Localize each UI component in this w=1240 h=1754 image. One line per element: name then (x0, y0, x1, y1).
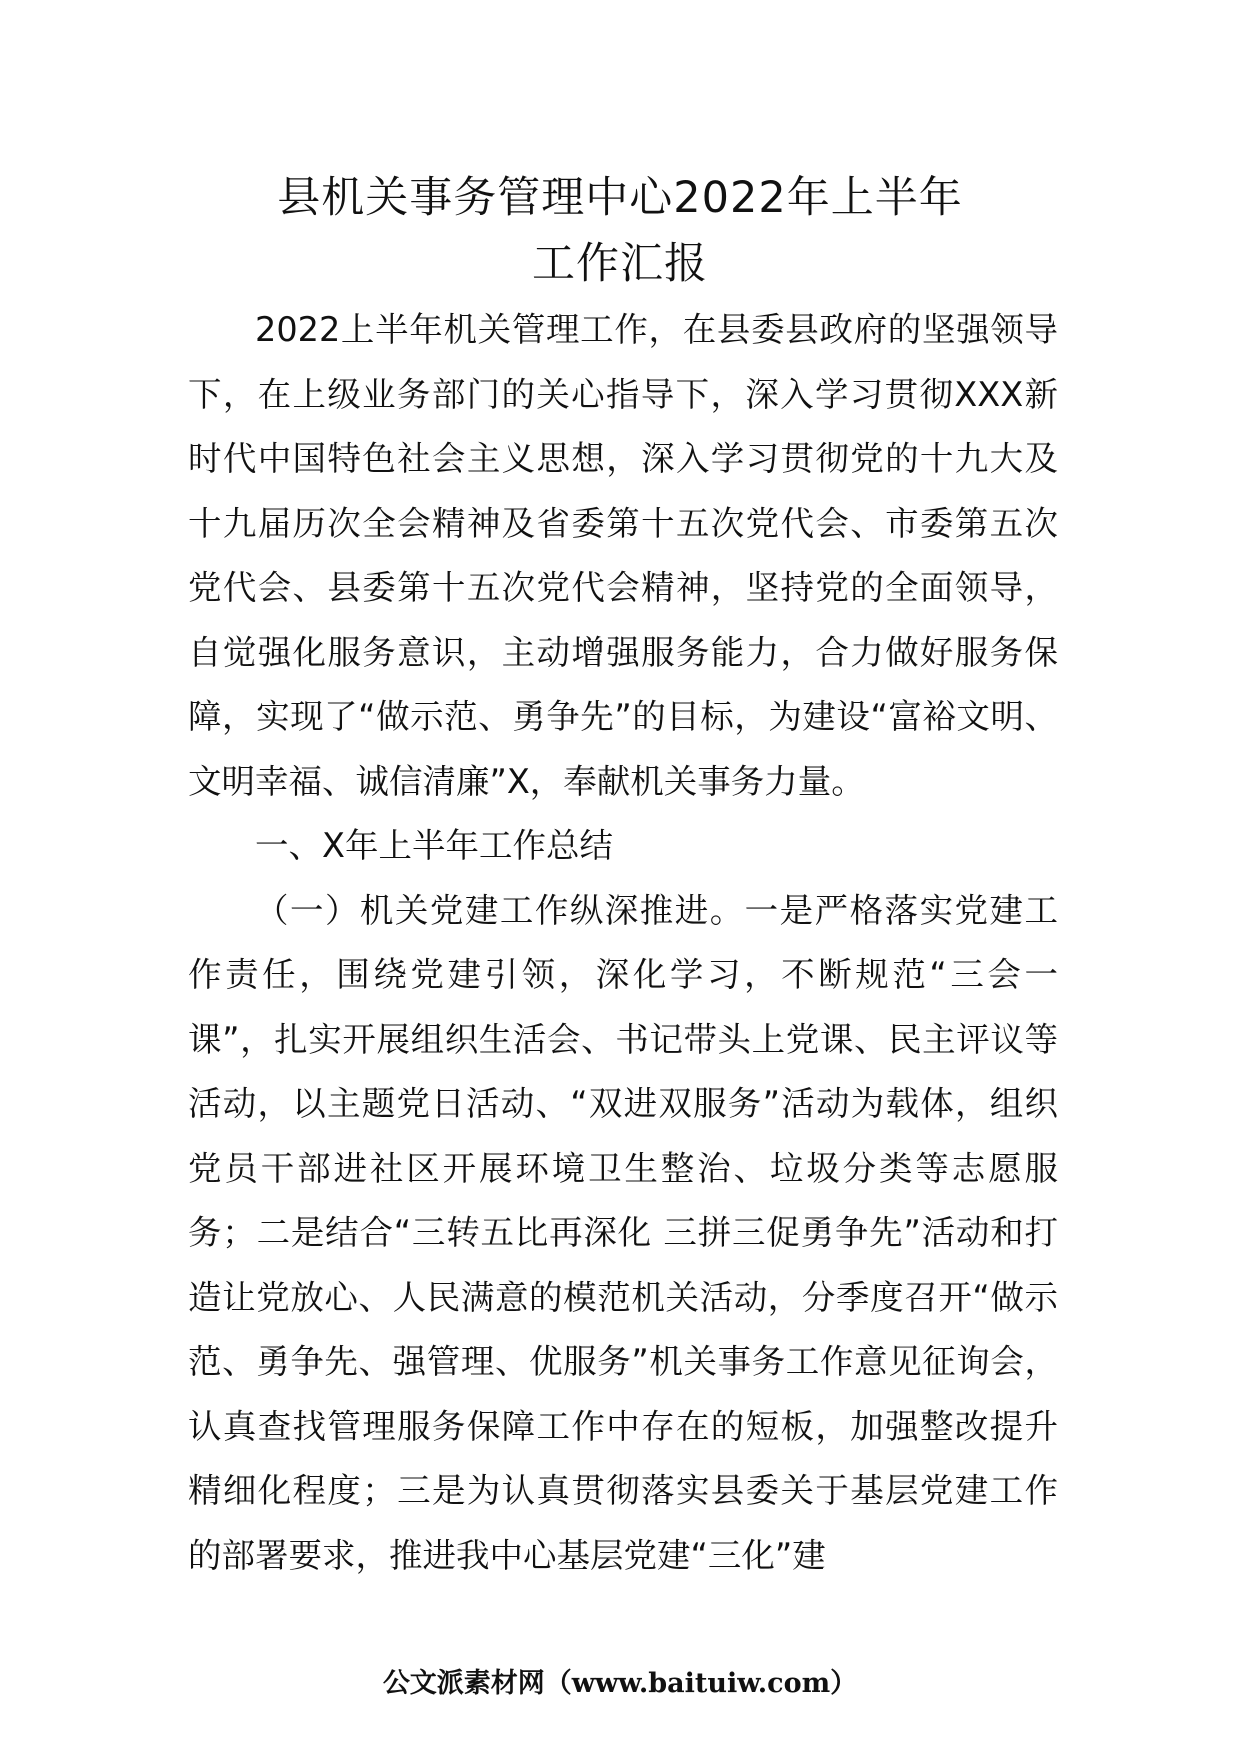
paragraph-intro: 2022上半年机关管理工作，在县委县政府的坚强领导下，在上级业务部门的关心指导下，深入学习贯彻XXX新时代中国特色社会主义思想，深入学习贯彻党的十九大及十九届历次全会精神及省委第十五次党代会、市委第五次党代会、县委第十五次党代会精神，坚持党的全面领导，自觉强化服务意识，主动增强服务能力，合力做好服务保障，实现了“做示范、勇争先”的目标，为建设“富裕文明、文明幸福、诚信清廉”X，奉献机关事务力量。 (188, 310, 1058, 801)
paragraph-party-building: （一）机关党建工作纵深推进。一是严格落实党建工作责任，围绕党建引领，深化学习，不断规范“三会一课”，扎实开展组织生活会、书记带头上党课、民主评议等活动，以主题党日活动、“双进双服务”活动为载体，组织党员干部进社区开展环境卫生整治、垃圾分类等志愿服务；二是结合“三转五比再深化 三拼三促勇争先”活动和打造让党放心、人民满意的模范机关活动，分季度召开“做示范、勇争先、强管理、优服务”机关事务工作意见征询会，认真查找管理服务保障工作中存在的短板，加强整改提升精细化程度；三是为认真贯彻落实县委关于基层党建工作的部署要求，推进我中心基层党建“三化”建 (188, 890, 1058, 1575)
document-body (188, 298, 1058, 1588)
section-heading: 一、X年上半年工作总结 (255, 826, 613, 865)
document-title-line2: 工作汇报 (532, 239, 708, 289)
document-title-line1: 县机关事务管理中心2022年上半年 (277, 173, 963, 223)
footer-watermark: 公文派素材网（www.baituiw.com） (382, 1668, 858, 1699)
